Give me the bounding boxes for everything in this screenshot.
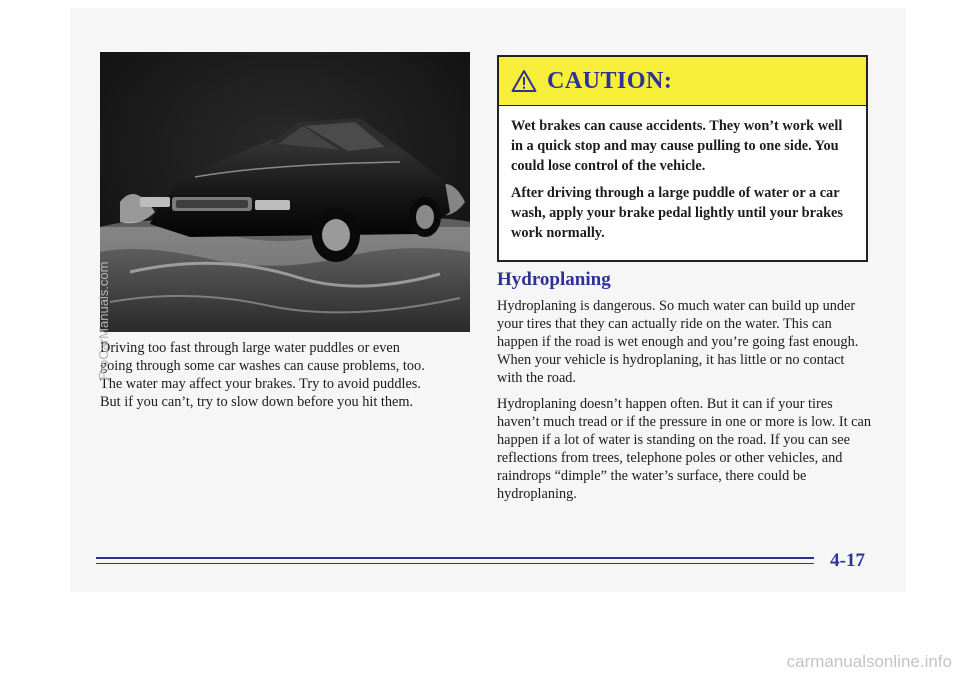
caption-line: going through some car washes can cause problems, too. [100,358,425,374]
footer-rule-thin [96,563,814,564]
section-body [497,297,872,511]
body-paragraph: Hydroplaning doesn’t happen often. But it can if your tires haven’t much tread or if the pressure in one or more is low. It can happen if a lot of water is standing on the road. If you can see reflections from trees, telephone poles or other vehicles, and raindrops “dimple” the water’s surface, there could be hydroplaning. [497,396,871,502]
caution-paragraph: After driving through a large puddle of water or a car wash, apply your brake pedal lightly until your brakes work normally. [511,185,843,241]
side-watermark: ProCarManuals.com [96,261,111,380]
caution-title: CAUTION: [547,67,673,94]
photo-caption [100,339,480,411]
car-splash-photo [100,52,470,332]
warning-triangle-icon [511,69,537,93]
bottom-watermark: carmanualsonline.info [786,652,952,671]
caption-line: But if you can’t, try to slow down before you hit them. [100,394,414,410]
caution-paragraph: Wet brakes can cause accidents. They won’t work well in a quick stop and may cause pulling to one side. You could lose control of the vehicle. [511,118,843,174]
caption-line: The water may affect your brakes. Try to avoid puddles. [100,376,421,392]
body-paragraph: Hydroplaning is dangerous. So much water can build up under your tires that they can actually ride on the water. This can happen if the road is wet enough and you’re going fast enough. When your vehicle is hydroplaning, it has little or no contact with the road. [497,298,859,386]
footer-rule [96,557,814,559]
section-heading: Hydroplaning [497,269,611,290]
page-number: 4-17 [830,550,865,571]
caption-line: Driving too fast through large water puddles or even [100,340,400,356]
caution-box [497,55,868,262]
caution-header [499,57,866,106]
caution-body [499,106,866,243]
